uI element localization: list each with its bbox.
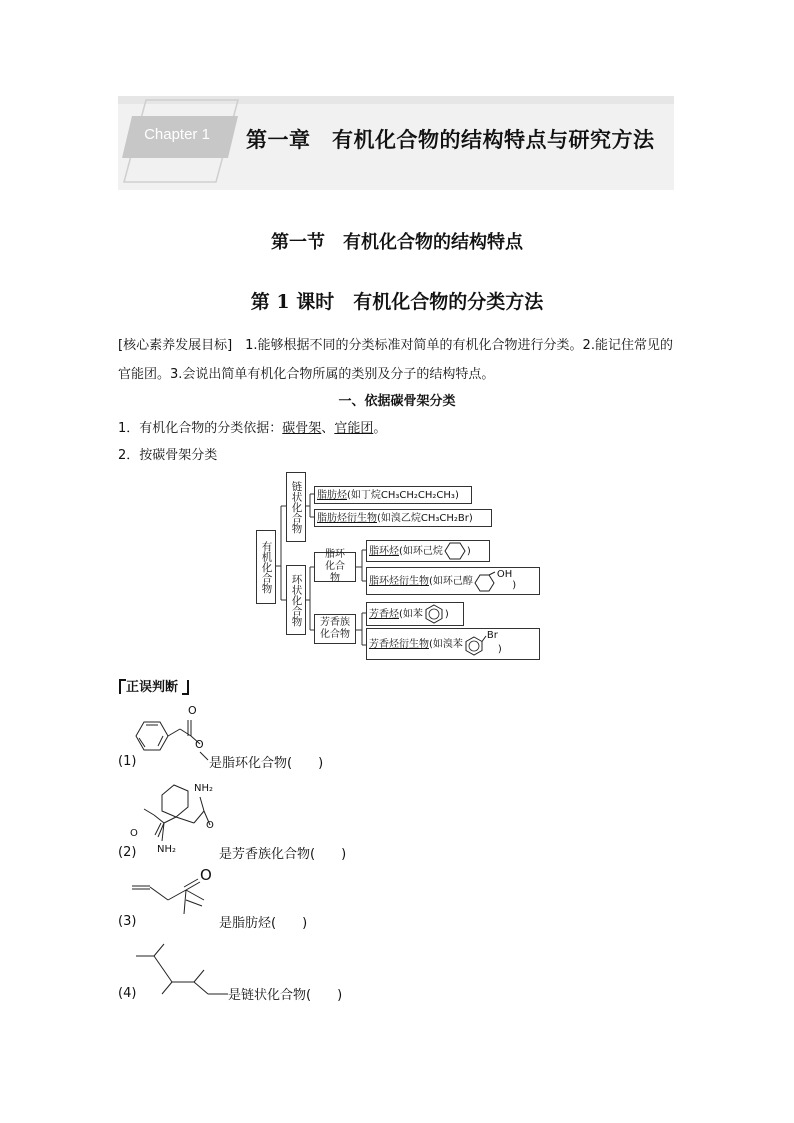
q4-text: 是链状化合物( ) — [228, 988, 343, 1003]
aromatic-label: 芳香族化合物 — [320, 617, 350, 640]
item-1-prefix: 1．有机化合物的分类依据： — [118, 421, 283, 436]
heading-carbon-skeleton: 一、依据碳骨架分类 — [338, 394, 456, 409]
chapter-title: 第一章 有机化合物的结构特点与研究方法 — [246, 128, 655, 152]
chapter-badge — [118, 96, 258, 190]
q2-number: (2) — [118, 845, 137, 860]
br-label: Br — [486, 629, 498, 641]
section-title: 第一节 有机化合物的结构特点 — [271, 232, 523, 253]
leaf-5-term: 芳香烃 — [369, 608, 399, 620]
item-1-end: 。 — [373, 421, 387, 436]
q1-number: (1) — [118, 754, 137, 769]
leaf-5-rest: (如苯 — [399, 608, 423, 620]
leaf-alicyclic-hc — [366, 540, 490, 562]
tree-ring-compound: 环状化合物 — [286, 565, 306, 635]
chapter-label: Chapter 1 — [144, 126, 210, 143]
leaf-1-rest: (如丁烷CH₃CH₂CH₂CH₃) — [347, 489, 459, 501]
structure-q3 — [128, 870, 228, 930]
item-1 — [118, 417, 386, 436]
leaf-aromatic-deriv — [366, 628, 540, 660]
q1-text: 是脂环化合物( ) — [209, 756, 324, 771]
structure-q4 — [132, 940, 232, 1000]
cyclohexanol-icon — [473, 570, 497, 592]
atom-nh2-top-q2: NH₂ — [194, 783, 214, 794]
q4-number: (4) — [118, 986, 137, 1001]
leaf-5-close: ) — [444, 608, 449, 620]
tree-chain-compound: 链状化合物 — [286, 472, 306, 542]
leaf-3-rest: (如环己烷 — [399, 545, 443, 557]
leaf-aliphatic-deriv — [314, 509, 492, 527]
tree-root-organic: 有机化合物 — [256, 530, 276, 604]
cyclohexane-icon — [443, 542, 467, 560]
learning-goals — [118, 331, 678, 389]
q3-text: 是脂肪烃( ) — [219, 916, 308, 931]
term-functional-group: 官能团 — [334, 421, 374, 436]
leaf-aliphatic-hc — [314, 486, 472, 504]
tree-aromatic — [314, 614, 356, 644]
tree-alicyclic — [314, 549, 356, 584]
leaf-6-close: ) — [497, 643, 502, 655]
leaf-3-term: 脂环烃 — [369, 545, 399, 557]
leaf-6-term: 芳香烃衍生物 — [369, 638, 429, 650]
atom-o-left-q2: O — [130, 828, 138, 839]
structure-q2 — [132, 775, 232, 860]
leaf-2-term: 脂肪烃衍生物 — [317, 512, 377, 524]
leaf-4-term: 脂环烃衍生物 — [369, 575, 429, 587]
q3-number: (3) — [118, 914, 137, 929]
lesson-title: 第 1 课时 有机化合物的分类方法 — [250, 291, 544, 313]
atom-o-right-q2: O — [206, 820, 214, 831]
goals-tag: [核心素养发展目标] — [118, 338, 233, 353]
atom-o-ester-q1: O — [195, 738, 204, 751]
leaf-4-rest: (如环己醇 — [429, 575, 473, 587]
alicyclic-label: 脂环化合物 — [325, 549, 345, 584]
atom-o-carbonyl-q1: O — [188, 704, 197, 717]
q2-text: 是芳香族化合物( ) — [219, 847, 347, 862]
structure-q1 — [128, 700, 218, 772]
leaf-alicyclic-deriv — [366, 567, 540, 595]
item-1-sep: 、 — [321, 421, 335, 436]
classification-tree — [250, 470, 550, 665]
oh-label: OH — [496, 568, 513, 580]
bromobenzene-icon — [463, 632, 487, 656]
goals-text: 1.能够根据不同的分类标准对简单的有机化合物进行分类。2.能记住常见的官能团。3.会说出简单有机化合物所属的类别及分子的结构特点。 — [118, 338, 673, 382]
atom-nh2-bottom-q2: NH₂ — [157, 844, 177, 855]
leaf-2-rest: (如溴乙烷CH₃CH₂Br) — [377, 512, 473, 524]
judge-heading: 正误判断 — [126, 680, 179, 695]
leaf-4-close: ) — [512, 579, 517, 591]
item-2: 2．按碳骨架分类 — [118, 448, 218, 463]
leaf-1-term: 脂肪烃 — [317, 489, 347, 501]
benzene-icon — [423, 604, 445, 624]
leaf-6-rest: (如溴苯 — [429, 638, 463, 650]
term-carbon-skeleton: 碳骨架 — [282, 421, 322, 436]
leaf-aromatic-hc — [366, 602, 464, 626]
leaf-3-close: ) — [466, 545, 471, 557]
atom-o-q3: O — [200, 866, 212, 884]
